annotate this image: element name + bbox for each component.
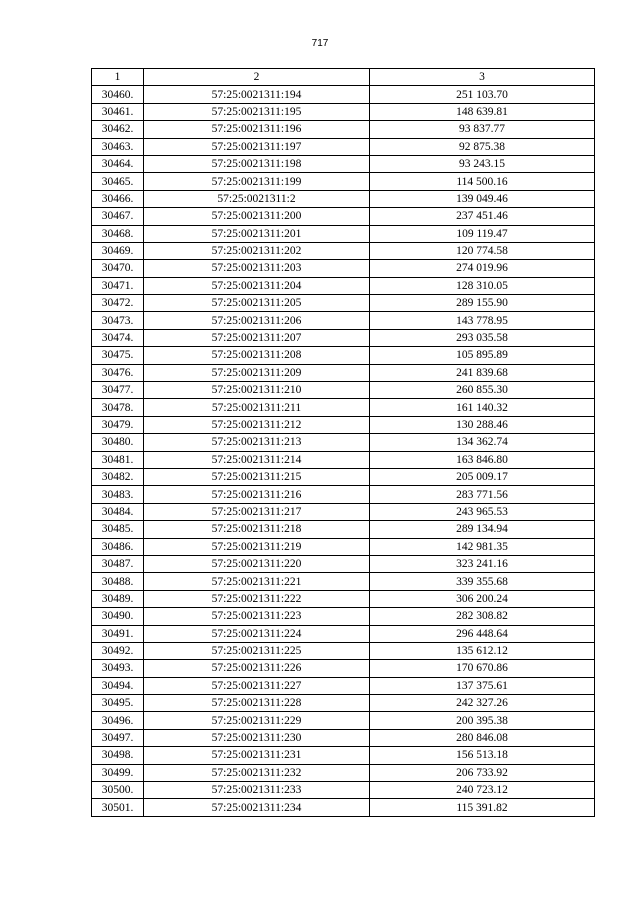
value-cell: 280 846.08 — [370, 729, 595, 746]
table-row — [92, 521, 595, 538]
column-header-3: 3 — [370, 69, 595, 86]
table-row — [92, 764, 595, 781]
value-cell: 237 451.46 — [370, 208, 595, 225]
table-row — [92, 103, 595, 120]
row-number-cell: 30480. — [92, 434, 144, 451]
row-number-cell: 30489. — [92, 590, 144, 607]
row-number-cell: 30494. — [92, 677, 144, 694]
value-cell: 128 310.05 — [370, 277, 595, 294]
row-number-cell: 30477. — [92, 382, 144, 399]
table-row — [92, 538, 595, 555]
cadastral-number-cell: 57:25:0021311:231 — [144, 747, 370, 764]
cadastral-number-cell: 57:25:0021311:226 — [144, 660, 370, 677]
cadastral-number-cell: 57:25:0021311:214 — [144, 451, 370, 468]
value-cell: 206 733.92 — [370, 764, 595, 781]
value-cell: 148 639.81 — [370, 103, 595, 120]
page-number: 717 — [311, 38, 329, 49]
value-cell: 135 612.12 — [370, 642, 595, 659]
table-row — [92, 799, 595, 816]
row-number-cell: 30469. — [92, 242, 144, 259]
cadastral-number-cell: 57:25:0021311:222 — [144, 590, 370, 607]
value-cell: 109 119.47 — [370, 225, 595, 242]
table-row — [92, 173, 595, 190]
header-row — [92, 69, 595, 86]
table-row — [92, 590, 595, 607]
table-row — [92, 642, 595, 659]
row-number-cell: 30466. — [92, 190, 144, 207]
row-number-cell: 30473. — [92, 312, 144, 329]
row-number-cell: 30485. — [92, 521, 144, 538]
value-cell: 289 155.90 — [370, 295, 595, 312]
table-row — [92, 260, 595, 277]
table-row — [92, 329, 595, 346]
value-cell: 306 200.24 — [370, 590, 595, 607]
table-row — [92, 712, 595, 729]
value-cell: 134 362.74 — [370, 434, 595, 451]
value-cell: 243 965.53 — [370, 503, 595, 520]
value-cell: 274 019.96 — [370, 260, 595, 277]
cadastral-number-cell: 57:25:0021311:209 — [144, 364, 370, 381]
row-number-cell: 30462. — [92, 121, 144, 138]
value-cell: 240 723.12 — [370, 782, 595, 799]
cadastral-number-cell: 57:25:0021311:219 — [144, 538, 370, 555]
table-row — [92, 677, 595, 694]
cadastral-number-cell: 57:25:0021311:224 — [144, 625, 370, 642]
cadastral-number-cell: 57:25:0021311:200 — [144, 208, 370, 225]
cadastral-number-cell: 57:25:0021311:211 — [144, 399, 370, 416]
row-number-cell: 30470. — [92, 260, 144, 277]
cadastral-number-cell: 57:25:0021311:204 — [144, 277, 370, 294]
cadastral-number-cell: 57:25:0021311:207 — [144, 329, 370, 346]
table-row — [92, 86, 595, 103]
value-cell: 251 103.70 — [370, 86, 595, 103]
value-cell: 293 035.58 — [370, 329, 595, 346]
row-number-cell: 30495. — [92, 695, 144, 712]
table-row — [92, 468, 595, 485]
row-number-cell: 30491. — [92, 625, 144, 642]
row-number-cell: 30461. — [92, 103, 144, 120]
row-number-cell: 30479. — [92, 416, 144, 433]
cadastral-number-cell: 57:25:0021311:205 — [144, 295, 370, 312]
table-row — [92, 416, 595, 433]
row-number-cell: 30490. — [92, 608, 144, 625]
row-number-cell: 30465. — [92, 173, 144, 190]
row-number-cell: 30467. — [92, 208, 144, 225]
cadastral-number-cell: 57:25:0021311:199 — [144, 173, 370, 190]
cadastral-number-cell: 57:25:0021311:206 — [144, 312, 370, 329]
cadastral-number-cell: 57:25:0021311:2 — [144, 190, 370, 207]
cadastral-number-cell: 57:25:0021311:212 — [144, 416, 370, 433]
value-cell: 137 375.61 — [370, 677, 595, 694]
value-cell: 105 895.89 — [370, 347, 595, 364]
value-cell: 242 327.26 — [370, 695, 595, 712]
cadastral-number-cell: 57:25:0021311:230 — [144, 729, 370, 746]
cadastral-number-cell: 57:25:0021311:218 — [144, 521, 370, 538]
cadastral-number-cell: 57:25:0021311:197 — [144, 138, 370, 155]
cadastral-number-cell: 57:25:0021311:210 — [144, 382, 370, 399]
cadastral-number-cell: 57:25:0021311:229 — [144, 712, 370, 729]
table-row — [92, 451, 595, 468]
value-cell: 339 355.68 — [370, 573, 595, 590]
row-number-cell: 30497. — [92, 729, 144, 746]
value-cell: 283 771.56 — [370, 486, 595, 503]
row-number-cell: 30468. — [92, 225, 144, 242]
row-number-cell: 30499. — [92, 764, 144, 781]
cadastral-number-cell: 57:25:0021311:233 — [144, 782, 370, 799]
value-cell: 323 241.16 — [370, 555, 595, 572]
cadastral-number-cell: 57:25:0021311:227 — [144, 677, 370, 694]
cadastral-number-cell: 57:25:0021311:232 — [144, 764, 370, 781]
cadastral-number-cell: 57:25:0021311:225 — [144, 642, 370, 659]
row-number-cell: 30482. — [92, 468, 144, 485]
table-row — [92, 660, 595, 677]
value-cell: 205 009.17 — [370, 468, 595, 485]
row-number-cell: 30501. — [92, 799, 144, 816]
table-row — [92, 242, 595, 259]
table-row — [92, 486, 595, 503]
row-number-cell: 30464. — [92, 155, 144, 172]
table-row — [92, 121, 595, 138]
value-cell: 200 395.38 — [370, 712, 595, 729]
value-cell: 260 855.30 — [370, 382, 595, 399]
table-row — [92, 399, 595, 416]
value-cell: 120 774.58 — [370, 242, 595, 259]
row-number-cell: 30476. — [92, 364, 144, 381]
cadastral-number-cell: 57:25:0021311:220 — [144, 555, 370, 572]
cadastral-number-cell: 57:25:0021311:203 — [144, 260, 370, 277]
value-cell: 161 140.32 — [370, 399, 595, 416]
cadastral-number-cell: 57:25:0021311:213 — [144, 434, 370, 451]
cadastral-number-cell: 57:25:0021311:215 — [144, 468, 370, 485]
row-number-cell: 30493. — [92, 660, 144, 677]
value-cell: 130 288.46 — [370, 416, 595, 433]
column-header-1: 1 — [92, 69, 144, 86]
cadastral-number-cell: 57:25:0021311:196 — [144, 121, 370, 138]
row-number-cell: 30472. — [92, 295, 144, 312]
table-row — [92, 277, 595, 294]
cadastral-number-cell: 57:25:0021311:201 — [144, 225, 370, 242]
row-number-cell: 30475. — [92, 347, 144, 364]
cadastral-number-cell: 57:25:0021311:217 — [144, 503, 370, 520]
table-row — [92, 729, 595, 746]
table-header — [92, 69, 595, 86]
value-cell: 241 839.68 — [370, 364, 595, 381]
row-number-cell: 30483. — [92, 486, 144, 503]
value-cell: 282 308.82 — [370, 608, 595, 625]
table-row — [92, 382, 595, 399]
table-row — [92, 295, 595, 312]
cadastral-number-cell: 57:25:0021311:202 — [144, 242, 370, 259]
table-row — [92, 434, 595, 451]
row-number-cell: 30471. — [92, 277, 144, 294]
value-cell: 139 049.46 — [370, 190, 595, 207]
column-header-2: 2 — [144, 69, 370, 86]
value-cell: 115 391.82 — [370, 799, 595, 816]
row-number-cell: 30488. — [92, 573, 144, 590]
table-row — [92, 503, 595, 520]
cadastral-number-cell: 57:25:0021311:216 — [144, 486, 370, 503]
table-row — [92, 573, 595, 590]
value-cell: 163 846.80 — [370, 451, 595, 468]
value-cell: 143 778.95 — [370, 312, 595, 329]
table-row — [92, 747, 595, 764]
row-number-cell: 30484. — [92, 503, 144, 520]
row-number-cell: 30500. — [92, 782, 144, 799]
value-cell: 114 500.16 — [370, 173, 595, 190]
value-cell: 296 448.64 — [370, 625, 595, 642]
row-number-cell: 30486. — [92, 538, 144, 555]
row-number-cell: 30498. — [92, 747, 144, 764]
value-cell: 142 981.35 — [370, 538, 595, 555]
row-number-cell: 30463. — [92, 138, 144, 155]
table-row — [92, 625, 595, 642]
row-number-cell: 30460. — [92, 86, 144, 103]
value-cell: 93 243.15 — [370, 155, 595, 172]
cadastral-number-cell: 57:25:0021311:221 — [144, 573, 370, 590]
cadastral-number-cell: 57:25:0021311:208 — [144, 347, 370, 364]
table-row — [92, 608, 595, 625]
cadastral-number-cell: 57:25:0021311:195 — [144, 103, 370, 120]
table-row — [92, 347, 595, 364]
table-row — [92, 555, 595, 572]
data-table — [91, 68, 595, 817]
table-row — [92, 225, 595, 242]
table-row — [92, 190, 595, 207]
table-body — [92, 86, 595, 816]
table-row — [92, 208, 595, 225]
row-number-cell: 30474. — [92, 329, 144, 346]
row-number-cell: 30496. — [92, 712, 144, 729]
cadastral-number-cell: 57:25:0021311:223 — [144, 608, 370, 625]
value-cell: 170 670.86 — [370, 660, 595, 677]
row-number-cell: 30492. — [92, 642, 144, 659]
cadastral-number-cell: 57:25:0021311:194 — [144, 86, 370, 103]
cadastral-number-cell: 57:25:0021311:198 — [144, 155, 370, 172]
row-number-cell: 30478. — [92, 399, 144, 416]
row-number-cell: 30487. — [92, 555, 144, 572]
value-cell: 289 134.94 — [370, 521, 595, 538]
value-cell: 92 875.38 — [370, 138, 595, 155]
cadastral-number-cell: 57:25:0021311:228 — [144, 695, 370, 712]
value-cell: 93 837.77 — [370, 121, 595, 138]
table-row — [92, 155, 595, 172]
cadastral-number-cell: 57:25:0021311:234 — [144, 799, 370, 816]
value-cell: 156 513.18 — [370, 747, 595, 764]
row-number-cell: 30481. — [92, 451, 144, 468]
table-row — [92, 364, 595, 381]
table-row — [92, 782, 595, 799]
table-row — [92, 312, 595, 329]
table-row — [92, 138, 595, 155]
table-row — [92, 695, 595, 712]
